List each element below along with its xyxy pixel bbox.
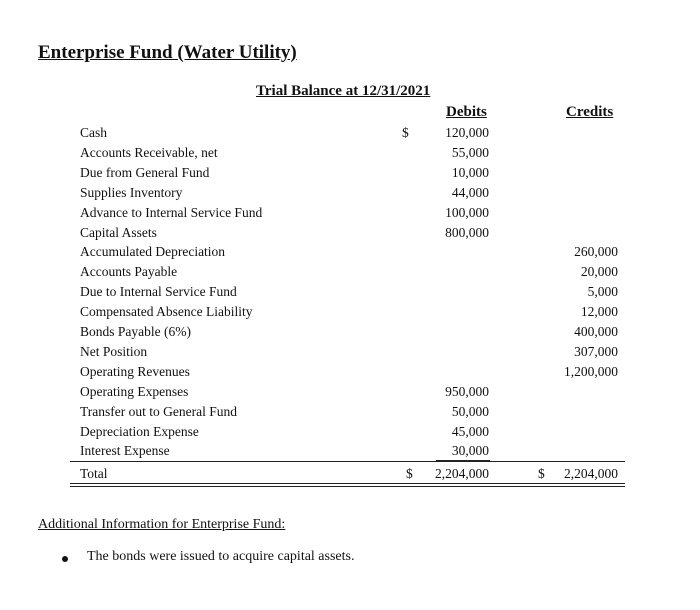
account-label: Depreciation Expense [80,423,199,439]
credit-amount: 307,000 [574,343,618,359]
debit-currency-sign: $ [402,125,409,140]
account-label: Bonds Payable (6%) [80,324,191,339]
credit-amount: 1,200,000 [564,363,618,379]
credits-column-header: Credits [566,104,614,120]
table-row [74,242,624,262]
credit-amount: 260,000 [574,244,618,260]
account-label: Operating Revenues [80,363,190,379]
bullet-icon [62,556,68,562]
table-row [74,342,624,362]
table-row [74,143,624,163]
account-label: Accumulated Depreciation [80,244,226,260]
credit-amount: 5,000 [587,284,618,300]
table-row [74,203,624,223]
account-label: Compensated Absence Liability [80,304,253,320]
total-row [74,464,624,484]
table-row [74,163,624,183]
debit-amount: 30,000 [451,443,489,459]
total-credit-currency-sign: $ [538,466,545,482]
total-credit-amount: 2,204,000 [564,466,618,482]
table-row [74,262,624,282]
total-top-rule [70,461,625,462]
additional-info-bullet: The bonds were issued to acquire capital assets. [87,549,355,564]
trial-balance-subtitle: Trial Balance at 12/31/2021 [256,83,431,99]
debit-amount: 50,000 [451,403,489,419]
additional-info-heading: Additional Information for Enterprise Fund: [38,517,286,532]
total-double-rule [70,483,625,484]
table-row [74,302,624,322]
account-label: Transfer out to General Fund [80,403,237,419]
debit-amount: 950,000 [445,383,489,399]
document-title: Enterprise Fund (Water Utility) [38,42,297,63]
table-row [74,441,624,461]
account-label: Net Position [80,343,148,359]
total-label: Total [80,466,108,482]
account-label: Due from General Fund [80,164,210,180]
credit-amount: 400,000 [574,324,618,339]
debit-amount: 100,000 [445,204,489,220]
account-label: Advance to Internal Service Fund [80,204,263,220]
debit-amount: 800,000 [445,224,489,240]
debit-amount: 45,000 [451,423,489,439]
credit-amount: 20,000 [580,264,618,280]
debit-amount: 120,000 [445,125,489,140]
total-double-rule [70,486,625,487]
total-debit-currency-sign: $ [406,466,413,482]
table-row [74,282,624,302]
debits-column-header: Debits [446,104,487,120]
account-label: Supplies Inventory [80,184,183,200]
debit-amount: 44,000 [451,184,489,200]
table-row [74,123,624,143]
table-row [74,382,624,402]
table-row [74,362,624,382]
account-label: Accounts Receivable, net [80,144,218,160]
credit-amount: 12,000 [580,304,618,320]
table-row [74,402,624,422]
total-debit-amount: 2,204,000 [435,466,489,482]
table-row [74,223,624,243]
debit-amount: 55,000 [451,144,489,160]
table-row [74,183,624,203]
account-label: Operating Expenses [80,383,189,399]
table-row [74,422,624,442]
debit-amount: 10,000 [451,164,489,180]
table-row [74,322,624,342]
account-label: Accounts Payable [80,264,178,280]
account-label: Capital Assets [80,224,157,240]
account-label: Interest Expense [80,443,170,459]
account-label: Due to Internal Service Fund [80,284,237,300]
account-label: Cash [80,125,107,140]
